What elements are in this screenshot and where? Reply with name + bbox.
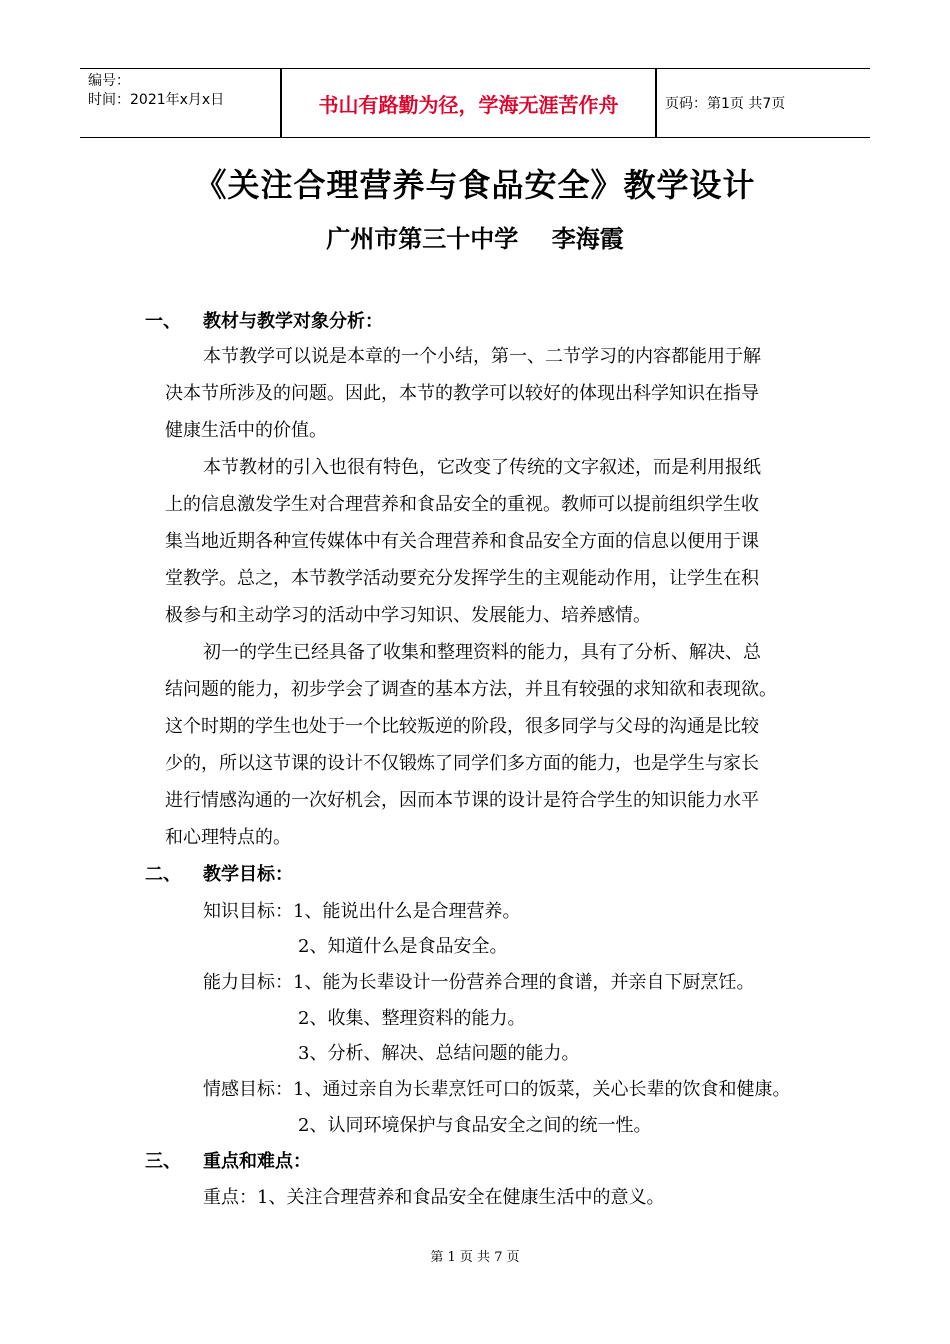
- paragraph-line: 结问题的能力，初步学会了调查的基本方法，并且有较强的求知欲和表现欲。: [165, 679, 777, 700]
- page-footer: 第 1 页 共 7 页: [430, 1250, 520, 1265]
- paragraph-line: 集当地近期各种宣传媒体中有关合理营养和食品安全方面的信息以便用于课: [165, 531, 759, 552]
- key-point-line: 重点：1、关注合理营养和食品安全在健康生活中的意义。: [203, 1187, 665, 1208]
- page-subtitle: 广州市第三十中学 李海霞: [326, 224, 624, 253]
- page-title: 《关注合理营养与食品安全》教学设计: [194, 166, 756, 204]
- paragraph-line: 和心理特点的。: [165, 827, 291, 848]
- paragraph-line: 少的，所以这节课的设计不仅锻炼了同学们多方面的能力，也是学生与家长: [165, 753, 759, 774]
- section-title: 教学目标：: [203, 864, 293, 885]
- objective-line: 2、收集、整理资料的能力。: [298, 1008, 526, 1029]
- objective-line: 2、知道什么是食品安全。: [298, 936, 508, 957]
- motto: 书山有路勤为径，学海无涯苦作舟: [318, 92, 619, 117]
- objective-line: 3、分析、解决、总结问题的能力。: [298, 1043, 580, 1064]
- paragraph-line: 决本节所涉及的问题。因此，本节的教学可以较好的体现出科学知识在指导: [165, 383, 759, 404]
- header-meta-cell: [80, 69, 280, 137]
- objective-line: 情感目标：1、通过亲自为长辈烹饪可口的饭菜，关心长辈的饮食和健康。: [203, 1079, 791, 1100]
- date-label: 时间：2021年x月x日: [88, 92, 225, 108]
- header-table: [80, 68, 870, 138]
- objective-line: 2、认同环境保护与食品安全之间的统一性。: [298, 1115, 652, 1136]
- paragraph-line: 极参与和主动学习的活动中学习知识、发展能力、培养感情。: [165, 605, 651, 626]
- paragraph-line: 这个时期的学生也处于一个比较叛逆的阶段，很多同学与父母的沟通是比较: [165, 716, 759, 737]
- header-divider: [655, 69, 657, 137]
- section-number: 三、: [145, 1151, 181, 1172]
- section-number: 二、: [145, 864, 181, 885]
- paragraph-line: 本节教材的引入也很有特色，它改变了传统的文字叙述，而是利用报纸: [203, 457, 761, 478]
- page-info: 页码：第1页 共7页: [665, 96, 786, 112]
- paragraph-line: 健康生活中的价值。: [165, 420, 327, 441]
- section-number: 一、: [145, 311, 181, 332]
- paragraph-line: 本节教学可以说是本章的一个小结，第一、二节学习的内容都能用于解: [203, 346, 761, 367]
- paragraph-line: 上的信息激发学生对合理营养和食品安全的重视。教师可以提前组织学生收: [165, 494, 759, 515]
- doc-number-label: 编号：: [88, 73, 130, 89]
- section-title: 重点和难点：: [203, 1151, 311, 1172]
- paragraph-line: 堂教学。总之，本节教学活动要充分发挥学生的主观能动作用，让学生在积: [165, 568, 759, 589]
- section-title: 教材与教学对象分析：: [203, 311, 383, 332]
- paragraph-line: 进行情感沟通的一次好机会，因而本节课的设计是符合学生的知识能力水平: [165, 790, 759, 811]
- objective-line: 知识目标：1、能说出什么是合理营养。: [203, 901, 521, 922]
- objective-line: 能力目标：1、能为长辈设计一份营养合理的食谱，并亲自下厨烹饪。: [203, 972, 755, 993]
- paragraph-line: 初一的学生已经具备了收集和整理资料的能力，具有了分析、解决、总: [203, 642, 761, 663]
